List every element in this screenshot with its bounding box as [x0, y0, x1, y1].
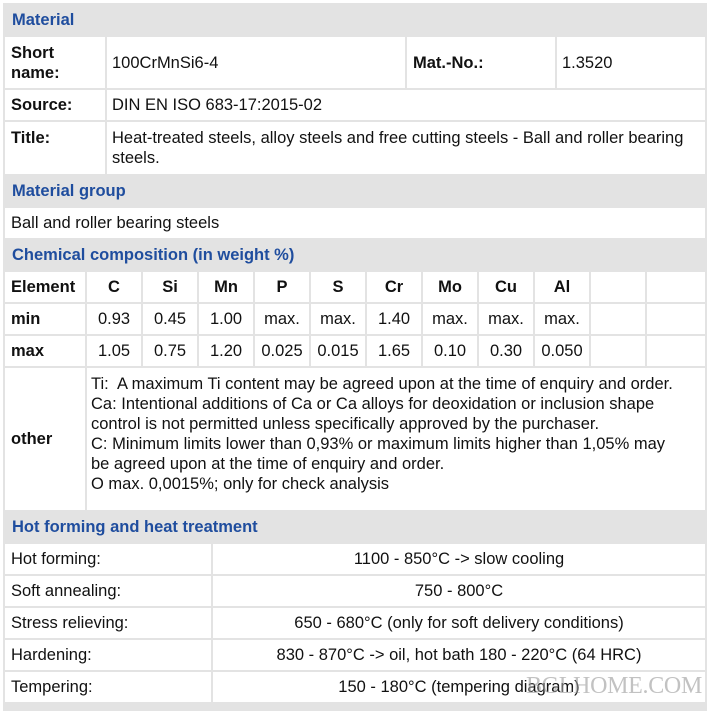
element-cu: Cu: [479, 272, 533, 302]
soft-annealing-value: 750 - 800°C: [213, 576, 705, 606]
title-value: Heat-treated steels, alloy steels and free cutting steels - Ball and roller bearing steels.: [107, 122, 705, 174]
heat-row-soft-annealing: [5, 576, 705, 606]
hardening-value: 830 - 870°C -> oil, hot bath 180 - 220°C (64 HRC): [213, 640, 705, 670]
min-al: max.: [535, 304, 589, 334]
max-cu: 0.30: [479, 336, 533, 366]
section-title-material-group: Material group: [12, 182, 126, 200]
section-title-material: Material: [12, 11, 75, 29]
empty-cell: [591, 272, 645, 302]
element-cr: Cr: [367, 272, 421, 302]
row-short-name: [5, 37, 705, 88]
heat-row-hot-forming: [5, 544, 705, 574]
composition-header-row: [5, 272, 705, 302]
stress-relieving-label: Stress relieving:: [5, 608, 211, 638]
element-c: C: [87, 272, 141, 302]
title-label: Title:: [5, 122, 105, 174]
min-mn: 1.00: [199, 304, 253, 334]
source-value: DIN EN ISO 683-17:2015-02: [107, 90, 705, 120]
min-mo: max.: [423, 304, 477, 334]
composition-row-other: [5, 368, 705, 510]
max-al: 0.050: [535, 336, 589, 366]
min-s: max.: [311, 304, 365, 334]
source-label: Source:: [5, 90, 105, 120]
stress-relieving-value: 650 - 680°C (only for soft delivery conditions): [213, 608, 705, 638]
row-label-other: other: [5, 368, 85, 510]
empty-cell: [591, 304, 645, 334]
element-mo: Mo: [423, 272, 477, 302]
tempering-label: Tempering:: [5, 672, 211, 702]
max-cr: 1.65: [367, 336, 421, 366]
note-c-continued: be agreed upon at the time of enquiry and order.: [91, 455, 445, 473]
watermark-text: BGLHOME.COM: [525, 673, 702, 699]
empty-cell: [647, 336, 705, 366]
min-p: max.: [255, 304, 309, 334]
heat-row-tempering: [5, 672, 705, 702]
row-label-min: min: [5, 304, 85, 334]
note-ti: Ti: A maximum Ti content may be agreed upon at the time of enquiry and order.: [91, 375, 673, 393]
max-mn: 1.20: [199, 336, 253, 366]
section-title-heat-treatment: Hot forming and heat treatment: [12, 518, 258, 536]
hot-forming-value: 1100 - 850°C -> slow cooling: [213, 544, 705, 574]
heat-row-hardening: [5, 640, 705, 670]
other-notes: [87, 368, 705, 510]
max-mo: 0.10: [423, 336, 477, 366]
empty-cell: [647, 304, 705, 334]
note-ca: Ca: Intentional additions of Ca or Ca alloys for deoxidation or inclusion shape: [91, 395, 655, 413]
element-p: P: [255, 272, 309, 302]
composition-row-min: [5, 304, 705, 334]
note-ca-continued: control is not permitted unless specifically approved by the purchaser.: [91, 415, 600, 433]
element-al: Al: [535, 272, 589, 302]
max-si: 0.75: [143, 336, 197, 366]
note-o: O max. 0,0015%; only for check analysis: [91, 475, 390, 493]
min-cu: max.: [479, 304, 533, 334]
note-c: C: Minimum limits lower than 0,93% or maximum limits higher than 1,05% may: [91, 435, 666, 453]
section-header-heat-treatment: [5, 512, 705, 542]
mat-no-label: Mat.-No.:: [407, 37, 555, 88]
material-group-value: Ball and roller bearing steels: [5, 208, 705, 238]
section-header-material: [5, 5, 705, 35]
section-header-chemical-composition: [5, 240, 705, 270]
element-header-label: Element: [5, 272, 85, 302]
short-name-label: Short name:: [5, 37, 105, 88]
max-p: 0.025: [255, 336, 309, 366]
element-s: S: [311, 272, 365, 302]
min-si: 0.45: [143, 304, 197, 334]
short-name-value: 100CrMnSi6-4: [107, 37, 405, 88]
max-c: 1.05: [87, 336, 141, 366]
mat-no-value: 1.3520: [557, 37, 705, 88]
min-c: 0.93: [87, 304, 141, 334]
composition-row-max: [5, 336, 705, 366]
section-header-material-group: [5, 176, 705, 206]
row-material-group: [5, 208, 705, 238]
row-source: [5, 90, 705, 120]
tempering-value: 150 - 180°C (tempering diagram): [213, 672, 705, 702]
empty-cell: [647, 272, 705, 302]
soft-annealing-label: Soft annealing:: [5, 576, 211, 606]
row-label-max: max: [5, 336, 85, 366]
max-s: 0.015: [311, 336, 365, 366]
min-cr: 1.40: [367, 304, 421, 334]
section-title-chemical-composition: Chemical composition (in weight %): [12, 246, 295, 264]
element-si: Si: [143, 272, 197, 302]
heat-row-stress-relieving: [5, 608, 705, 638]
element-mn: Mn: [199, 272, 253, 302]
material-datasheet: [3, 3, 707, 711]
hot-forming-label: Hot forming:: [5, 544, 211, 574]
hardening-label: Hardening:: [5, 640, 211, 670]
empty-cell: [591, 336, 645, 366]
row-title: [5, 122, 705, 174]
